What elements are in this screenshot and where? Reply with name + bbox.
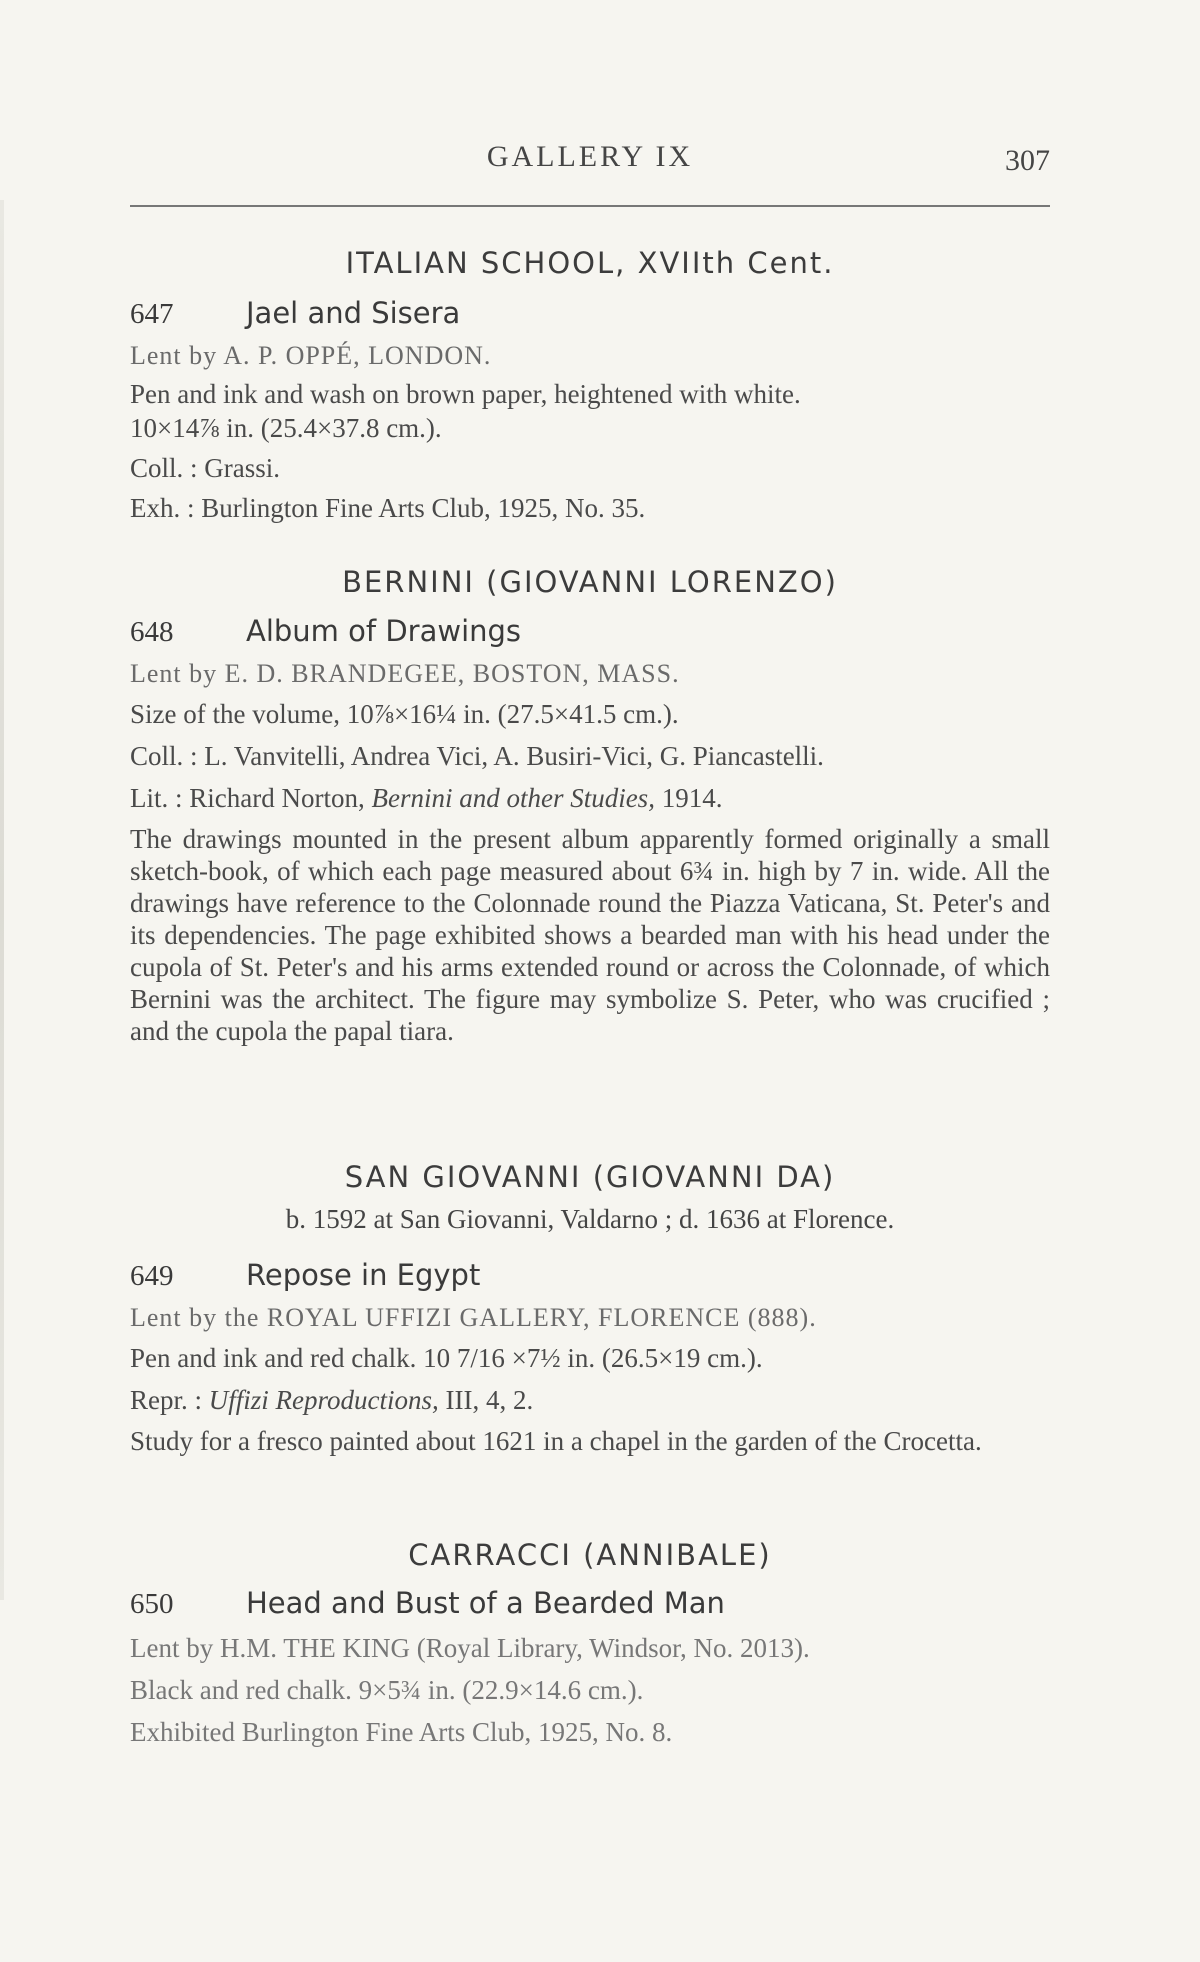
section-heading: ITALIAN SCHOOL, XVIIth Cent. <box>345 246 835 280</box>
entry-650 <box>130 1586 1050 1749</box>
entry-title-line <box>130 1586 1050 1621</box>
entry-648 <box>130 614 1050 1047</box>
reproduction-title: Uffizi Reproductions, <box>208 1385 439 1415</box>
entry-reproduction <box>130 1383 1050 1417</box>
entry-number: 647 <box>130 298 174 330</box>
entry-description: Study for a fresco painted about 1621 in a chapel in the garden of the Crocetta. <box>130 1426 982 1456</box>
running-header <box>130 140 1050 180</box>
reproduction-suffix: III, 4, 2. <box>438 1385 534 1415</box>
entry-number: 649 <box>130 1260 174 1292</box>
entry-medium: Pen and ink and wash on brown paper, heightened with white. <box>130 379 801 409</box>
reproduction-prefix: Repr. : <box>130 1385 209 1415</box>
entry-lender: Lent by the ROYAL UFFIZI GALLERY, FLORENCE (888). <box>130 1303 817 1332</box>
page-edge-shadow <box>0 200 4 1600</box>
entry-size: 10×14⅞ in. (25.4×37.8 cm.). <box>130 413 442 443</box>
entry-title-line <box>130 296 1050 331</box>
section-bernini <box>130 565 1050 599</box>
entry-title: Jael and Sisera <box>246 296 461 330</box>
entry-exhibition: Exh. : Burlington Fine Arts Club, 1925, No. 35. <box>130 493 646 523</box>
entry-lender: Lent by E. D. BRANDEGEE, BOSTON, MASS. <box>130 659 680 688</box>
literature-suffix: 1914. <box>654 783 723 813</box>
entry-medium: Pen and ink and red chalk. 10 7/16 ×7½ in. (26.5×19 cm.). <box>130 1343 763 1373</box>
entry-title-line <box>130 1258 1050 1293</box>
artist-heading: CARRACCI (ANNIBALE) <box>408 1538 772 1572</box>
entry-lender: Lent by H.M. THE KING (Royal Library, Windsor, No. 2013). <box>130 1633 810 1663</box>
entry-title: Album of Drawings <box>246 614 522 648</box>
artist-heading: BERNINI (GIOVANNI LORENZO) <box>342 565 838 599</box>
section-san-giovanni <box>130 1160 1050 1235</box>
entry-number: 650 <box>130 1588 174 1620</box>
entry-description: The drawings mounted in the present album apparently formed originally a small sketch-book, of which each page measured about 6¾ in. high by 7 in. wide. All the drawings have reference to the Colonnade round the Piazza Vaticana, St. Peter's and its dependencies. The page exhibited shows a bearded man with his head under the cupola of St. Peter's and his arms extended round or across the Colonnade, of which Bernini was the architect. The figure may symbolize S. Peter, who was crucified ; and the cupola the papal tiara. <box>130 824 1050 1046</box>
page-number: 307 <box>1005 144 1050 177</box>
entry-647 <box>130 296 1050 525</box>
entry-number: 648 <box>130 616 174 648</box>
entry-collection: Coll. : Grassi. <box>130 453 281 483</box>
entry-lender: Lent by A. P. OPPÉ, LONDON. <box>130 341 492 370</box>
section-carracci <box>130 1538 1050 1572</box>
artist-heading: SAN GIOVANNI (GIOVANNI DA) <box>344 1160 836 1194</box>
entry-collection: Coll. : L. Vanvitelli, Andrea Vici, A. Busiri-Vici, G. Piancastelli. <box>130 741 824 771</box>
section-italian-school <box>130 246 1050 280</box>
running-title: GALLERY IX <box>486 140 694 173</box>
literature-prefix: Lit. : Richard Norton, <box>130 783 372 813</box>
entry-exhibition: Exhibited Burlington Fine Arts Club, 1925, No. 8. <box>130 1717 673 1747</box>
entry-title-line <box>130 614 1050 649</box>
entry-literature <box>130 781 1050 815</box>
entry-size: Size of the volume, 10⅞×16¼ in. (27.5×41.5 cm.). <box>130 699 679 729</box>
entry-medium: Black and red chalk. 9×5¾ in. (22.9×14.6 cm.). <box>130 1675 644 1705</box>
header-rule <box>130 205 1050 207</box>
entry-title: Head and Bust of a Bearded Man <box>246 1586 725 1620</box>
entry-649 <box>130 1258 1050 1457</box>
artist-biography: b. 1592 at San Giovanni, Valdarno ; d. 1636 at Florence. <box>285 1204 895 1234</box>
entry-title: Repose in Egypt <box>246 1258 481 1292</box>
literature-title: Bernini and other Studies, <box>371 783 655 813</box>
